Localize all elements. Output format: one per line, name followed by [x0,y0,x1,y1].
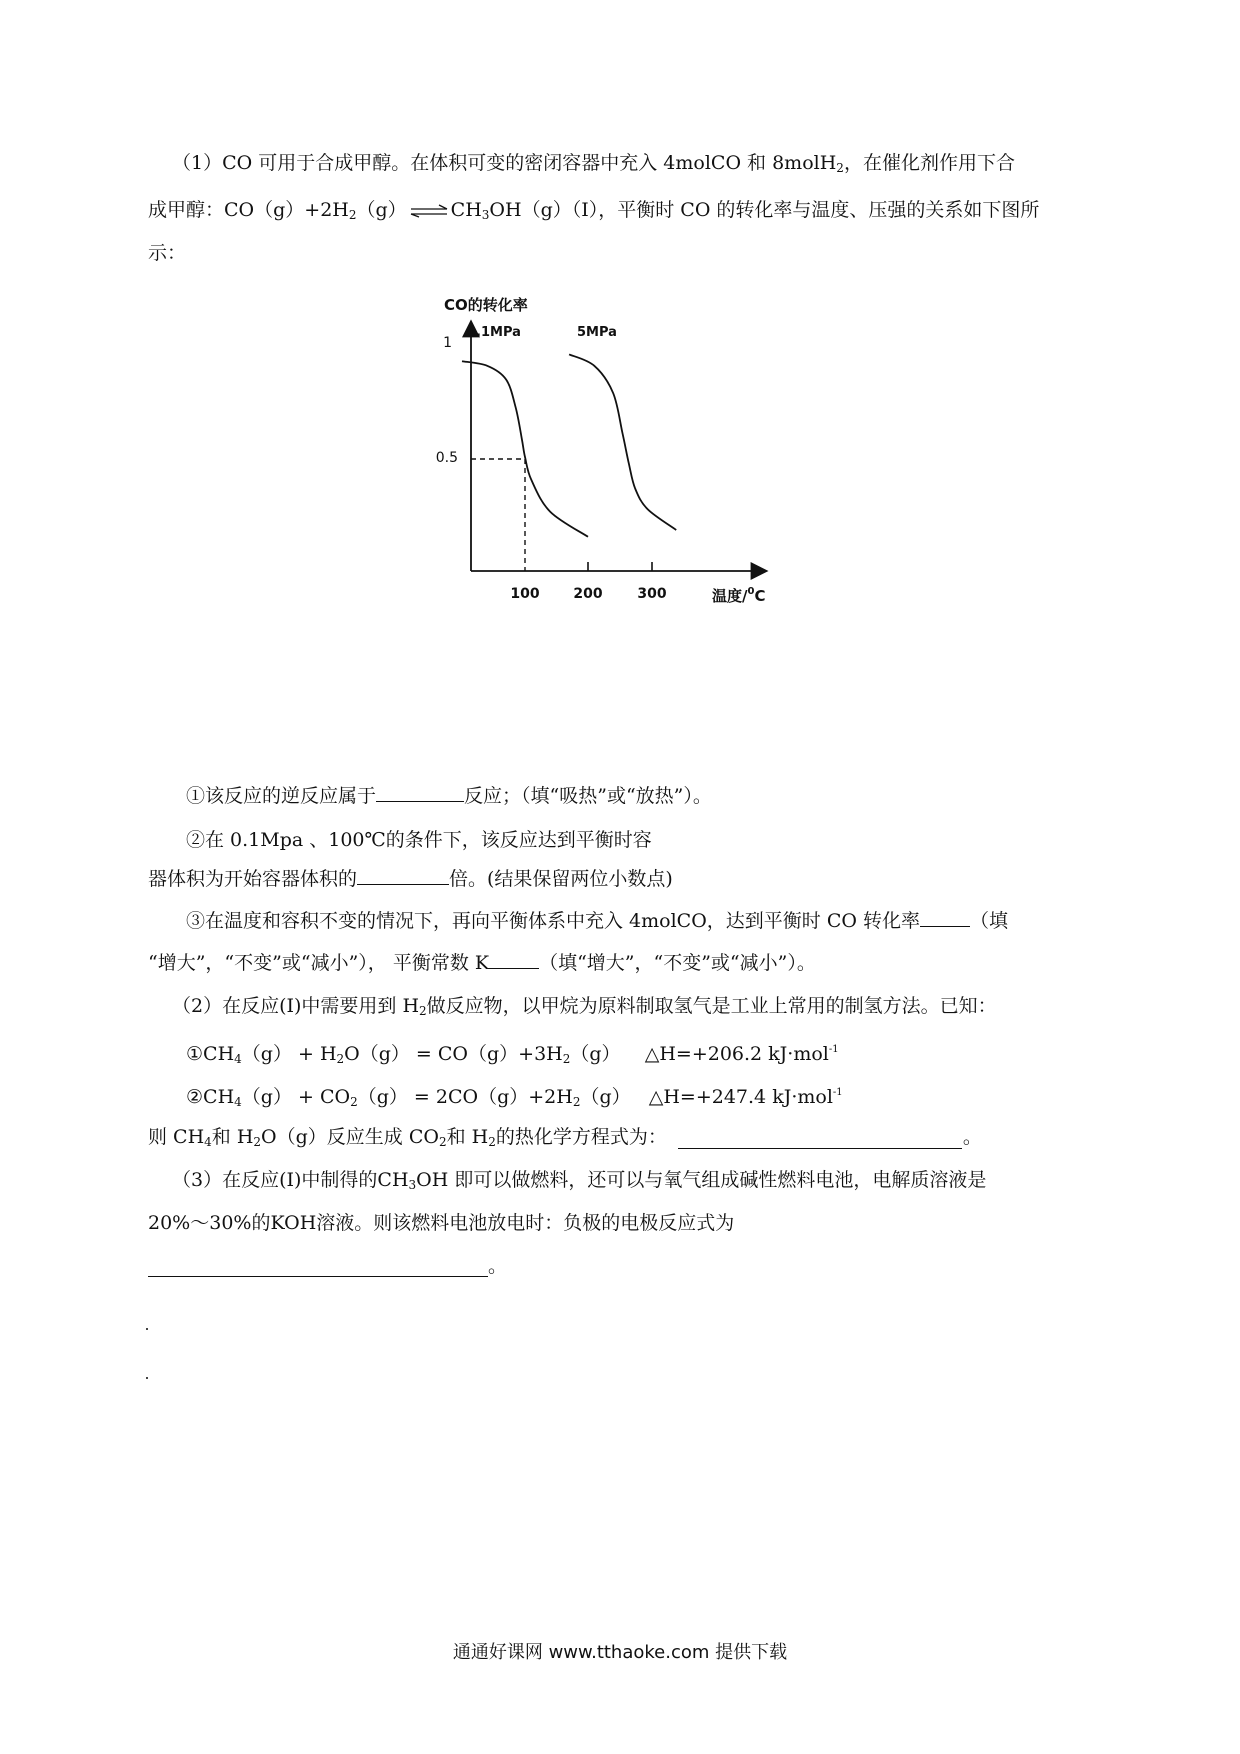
q2-question [148,1124,982,1155]
x-tick-label: 200 [573,586,603,602]
series-label-5mpa: 5MPa [577,325,617,340]
y-axis-label: CO的转化率 [444,296,528,314]
subscript: 2 [419,1004,427,1018]
y-tick-label: 1 [443,335,452,351]
q1-text: ②在 0.1Mpa 、100℃的条件下，该反应达到平衡时容 [186,829,652,851]
q1-part1 [186,783,712,809]
q3-text: （3）在反应(Ⅰ)中制得的CH [172,1169,409,1191]
q1-text: 倍。(结果保留两位小数点) [449,868,673,890]
footer: 通通好课网 www.tthaoke.com 提供下载 [452,1642,788,1663]
answer-line[interactable] [148,1276,488,1277]
subscript: 4 [234,1052,242,1066]
q1-part3-cont [148,950,816,976]
subscript: 2 [336,1052,345,1066]
eq-text: （g） △H=+206.2 kJ·mol [570,1043,829,1065]
intro-text: OH（g）（Ⅰ），平衡时 CO 的转化率与温度、压强的关系如下图所 [489,199,1040,221]
subscript: 2 [488,1135,496,1149]
q1-text: （填“增大”，“不变”或“减小”）。 [539,952,816,974]
series-0.1mpa-line [462,361,588,537]
answer-line[interactable] [678,1148,962,1149]
eq-text: （g） + H [241,1043,337,1065]
q2-text: 。 [962,1126,982,1148]
subscript: 2 [438,1135,447,1149]
q2-text: 则 CH [148,1126,205,1148]
eq-text: （g） = 2CO（g）+2H [357,1086,573,1108]
q1-part3 [186,908,1008,934]
q1-part2 [186,827,652,853]
superscript: -1 [828,1044,839,1055]
scan-dot [146,1377,148,1379]
intro-line-1 [172,150,1015,181]
q2-text: 做反应物，以甲烷为原料制取氢气是工业上常用的制氢方法。已知： [426,995,997,1017]
q2-text: 和 H [446,1126,489,1148]
eq-text: O（g） = CO（g）+3H [344,1043,563,1065]
scan-dot [146,1328,148,1330]
q2-intro [172,993,997,1024]
x-axis-label-sup: 0 [747,586,755,597]
x-tick-label: 300 [637,586,667,602]
q3-line-3 [488,1253,507,1279]
x-axis-label-text: 温度/ [712,587,748,605]
q3-line-1 [172,1167,986,1198]
subscript: 2 [348,208,357,222]
subscript: 4 [234,1095,242,1109]
q3-line-2 [148,1210,734,1236]
q2-text: （2）在反应(Ⅰ)中需要用到 H [172,995,420,1017]
series-5mpa-line [569,354,676,530]
q2-text: 的热化学方程式为： [495,1126,667,1148]
q2-text: O（g）反应生成 CO [261,1126,439,1148]
subscript: 3 [408,1178,417,1192]
intro-text: （g） [356,199,407,221]
q3-text: OH 即可以做燃料，还可以与氧气组成碱性燃料电池，电解质溶液是 [416,1169,987,1191]
q1-text: 反应；（填“吸热”或“放热”）。 [464,785,712,807]
answer-blank[interactable] [489,950,539,969]
q2-equation-1 [186,1037,839,1072]
q1-text: “增大”，“不变”或“减小”）， 平衡常数 K [148,952,490,974]
intro-line-3 [148,240,186,266]
conversion-chart [420,288,800,608]
q3-text: 。 [488,1255,508,1277]
equilibrium-arrow-icon [409,204,449,218]
subscript: 2 [836,161,844,175]
q3-text: 20%～30%的KOH溶液。则该燃料电池放电时：负极的电极反应式为 [148,1212,735,1234]
subscript: 3 [481,208,490,222]
q2-text: 和 H [211,1126,254,1148]
answer-blank[interactable] [376,783,464,802]
superscript: -1 [832,1087,843,1098]
eq-text: （g） + CO [241,1086,351,1108]
subscript: 4 [204,1135,212,1149]
eq-text: （g） △H=+247.4 kJ·mol [580,1086,833,1108]
intro-line-2 [148,197,1039,228]
subscript: 2 [350,1095,358,1109]
intro-text: CH [450,199,482,221]
q1-text: （填 [969,910,1008,932]
intro-text: 示： [148,242,187,264]
q2-equation-2 [186,1080,843,1115]
eq-text: ②CH [186,1086,235,1108]
subscript: 2 [562,1052,571,1066]
q1-text: ①该反应的逆反应属于 [186,785,377,807]
x-tick-label: 100 [510,586,540,602]
series-label-0.1mpa: 0.1MPa [467,325,521,340]
answer-blank[interactable] [357,866,449,885]
eq-text: ①CH [186,1043,235,1065]
x-axis-label [712,586,765,605]
intro-text: （1）CO 可用于合成甲醇。在体积可变的密闭容器中充入 4molCO 和 8molH [172,152,837,174]
intro-text: 成甲醇：CO（g）+2H [148,199,349,221]
subscript: 2 [572,1095,581,1109]
intro-text: ，在催化剂作用下合 [843,152,1015,174]
x-axis-label-unit: C [754,587,766,605]
q1-part2-cont [148,866,673,892]
q1-text: 器体积为开始容器体积的 [148,868,358,890]
q1-text: ③在温度和容积不变的情况下，再向平衡体系中充入 4molCO，达到平衡时 CO 转化率 [186,910,920,932]
subscript: 2 [253,1135,262,1149]
y-tick-label: 0.5 [435,450,458,466]
answer-blank[interactable] [920,908,970,927]
